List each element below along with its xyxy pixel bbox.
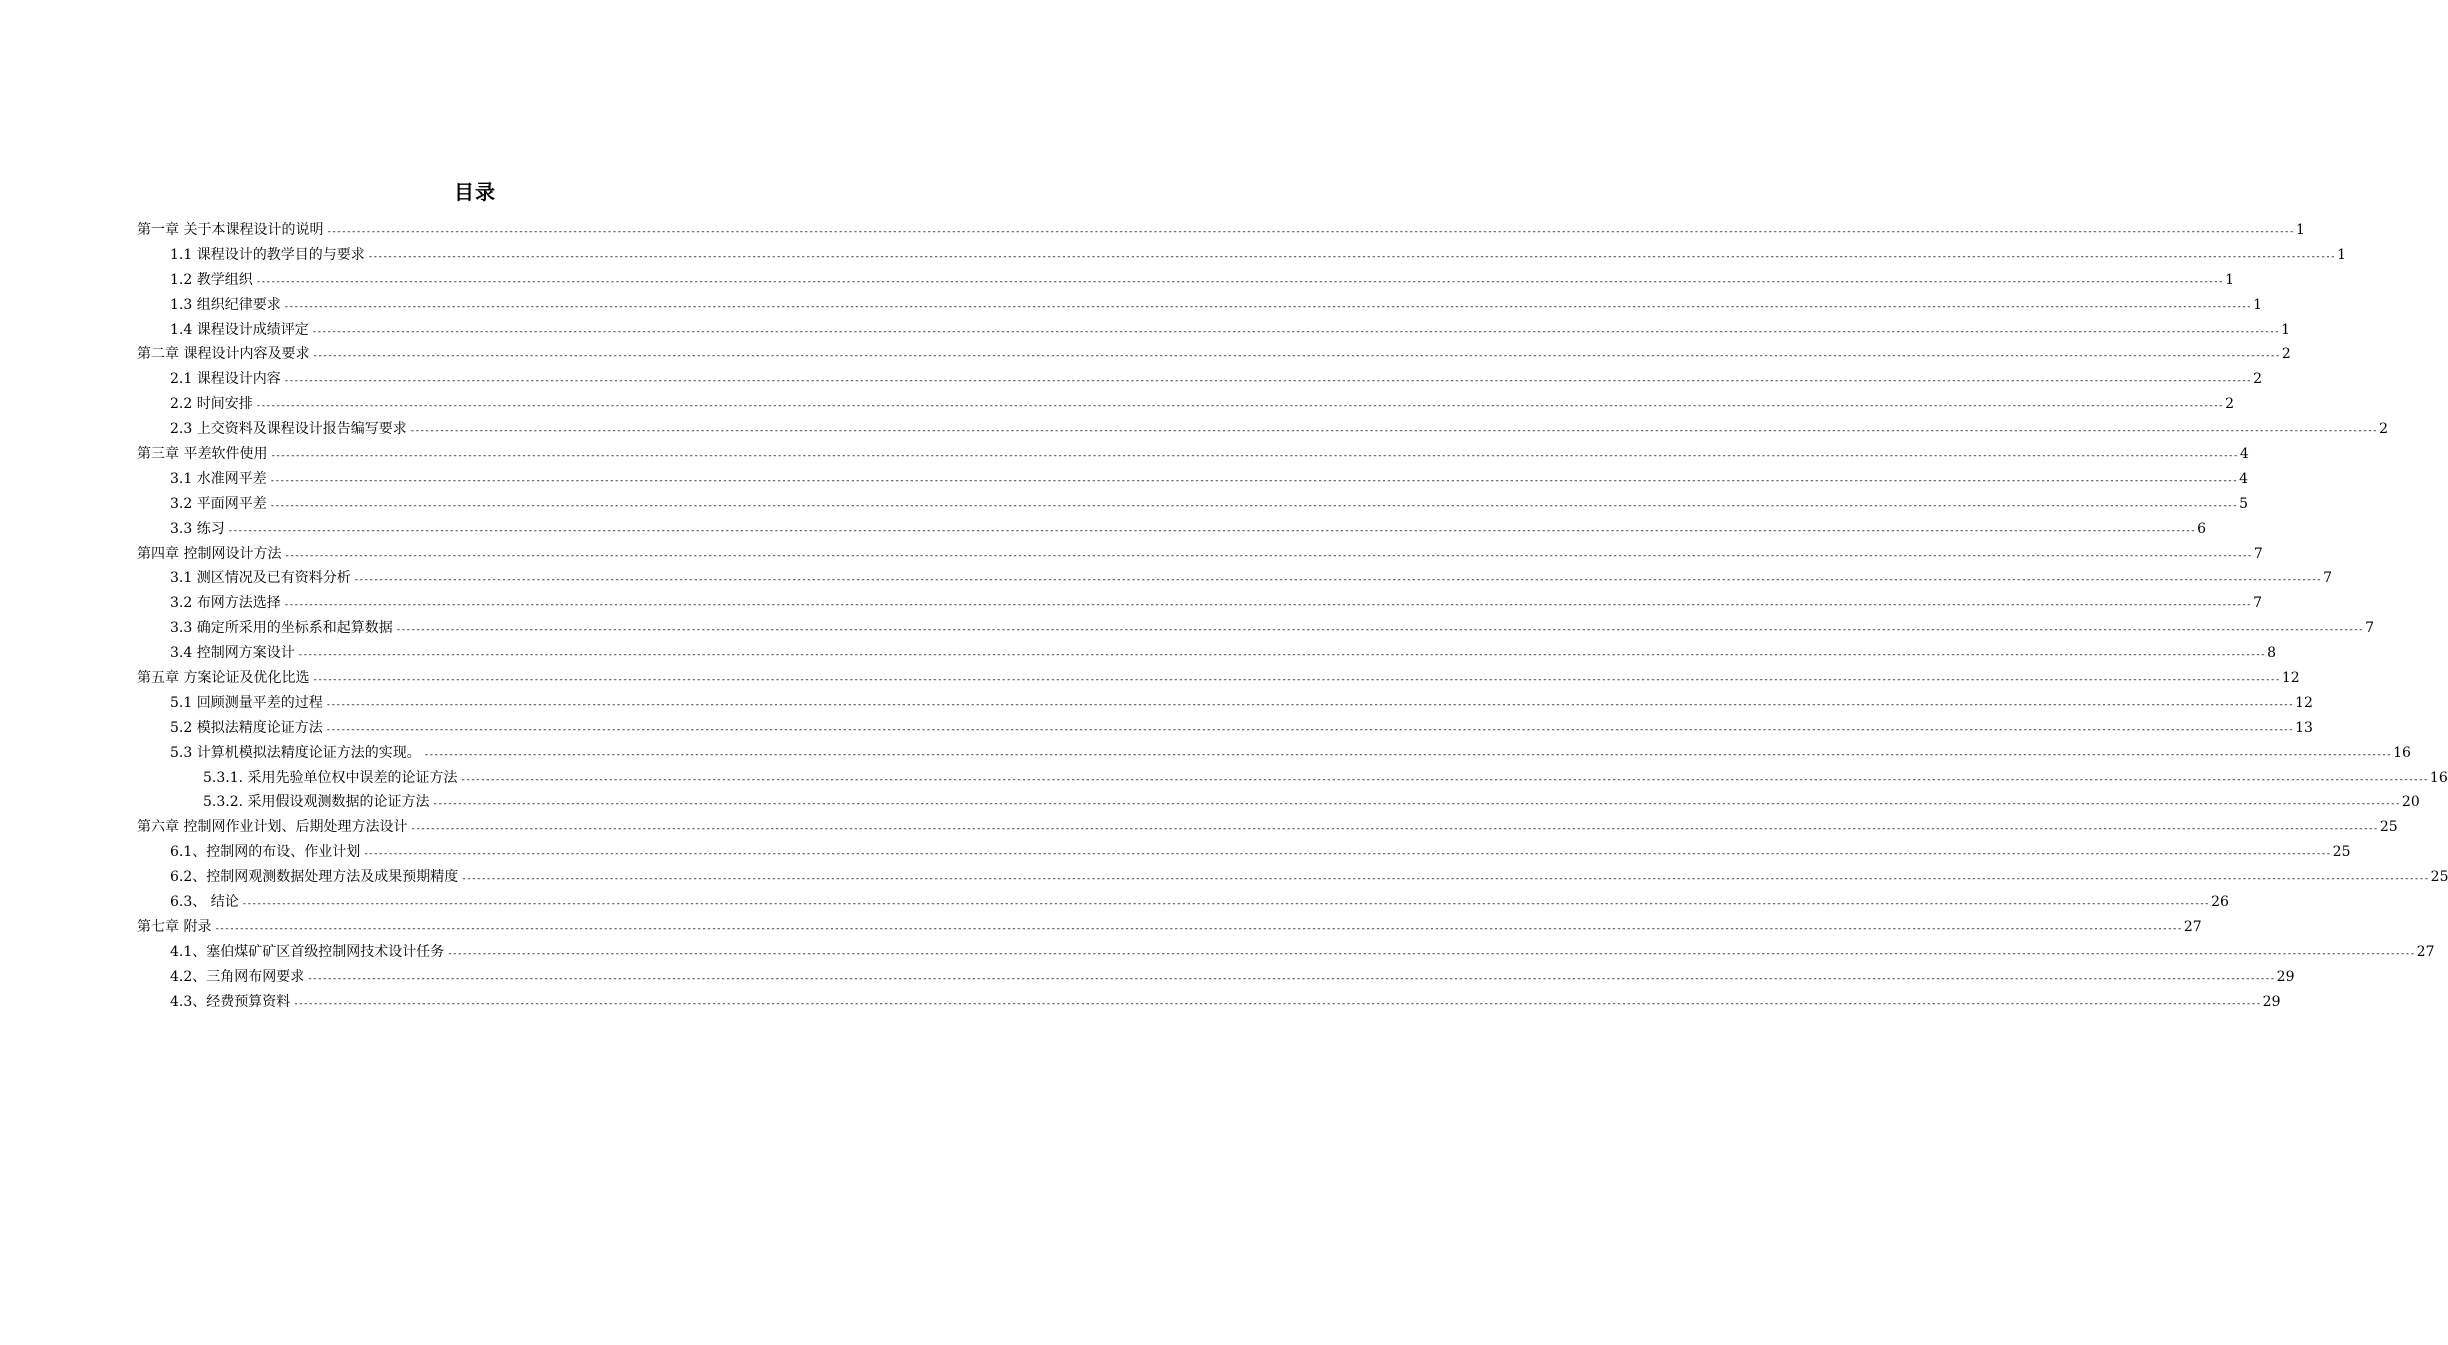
toc-page-number: 29 [2276, 968, 2295, 985]
toc-entry[interactable] [137, 915, 2202, 940]
toc-page-number: 4 [2239, 446, 2249, 463]
toc-entry-text: 第三章 平差软件使用 [137, 446, 268, 463]
toc-dot-leader: ---------------------------------------------------------------------------------------------------------------------------------------------------------------------------------------------------------------------------------------------------------------------------------------------------------------------------------------------------------------------------------------------------------------- [283, 376, 2252, 387]
toc-entry[interactable] [137, 840, 2351, 865]
table-of-contents [137, 218, 2448, 1015]
toc-entry-text: 6.1、控制网的布设、作业计划 [170, 844, 361, 861]
toc-page-number: 1 [2225, 271, 2235, 288]
toc-dot-leader: ---------------------------------------------------------------------------------------------------------------------------------------------------------------------------------------------------------------------------------------------------------------------------------------------------------------------------------------------------------------------------------------------------------------- [269, 475, 2238, 486]
toc-entry-text: 1.1 课程设计的教学目的与要求 [170, 246, 365, 263]
toc-page-number: 2 [2253, 371, 2263, 388]
toc-page-number: 7 [2365, 620, 2375, 637]
toc-entry-text: 第六章 控制网作业计划、后期处理方法设计 [137, 819, 408, 836]
toc-entry[interactable] [137, 318, 2291, 343]
toc-entry-text: 4.1、塞伯煤矿矿区首级控制网技术设计任务 [170, 943, 445, 960]
toc-page-number: 7 [2253, 545, 2263, 562]
toc-page-number: 4 [2239, 470, 2249, 487]
toc-entry[interactable] [137, 815, 2398, 840]
toc-page-number: 1 [2337, 246, 2347, 263]
toc-entry[interactable] [137, 442, 2249, 467]
toc-entry[interactable] [137, 417, 2389, 442]
toc-entry[interactable] [137, 392, 2235, 417]
toc-dot-leader: ---------------------------------------------------------------------------------------------------------------------------------------------------------------------------------------------------------------------------------------------------------------------------------------------------------------------------------------------------------------------------------------------------------------- [432, 799, 2400, 810]
toc-entry-text: 5.1 回顾测量平差的过程 [170, 694, 323, 711]
toc-dot-leader: ---------------------------------------------------------------------------------------------------------------------------------------------------------------------------------------------------------------------------------------------------------------------------------------------------------------------------------------------------------------------------------------------------------------- [293, 998, 2261, 1009]
toc-entry[interactable] [137, 890, 2229, 915]
toc-entry-text: 3.2 平面网平差 [170, 495, 267, 512]
toc-dot-leader: ---------------------------------------------------------------------------------------------------------------------------------------------------------------------------------------------------------------------------------------------------------------------------------------------------------------------------------------------------------------------------------------------------------------- [283, 600, 2252, 611]
toc-dot-leader: ---------------------------------------------------------------------------------------------------------------------------------------------------------------------------------------------------------------------------------------------------------------------------------------------------------------------------------------------------------------------------------------------------------------- [326, 227, 2294, 237]
toc-entry-text: 3.3 练习 [170, 520, 225, 537]
toc-entry[interactable] [137, 766, 2448, 791]
toc-entry-text: 1.3 组织纪律要求 [170, 296, 281, 313]
toc-dot-leader: ---------------------------------------------------------------------------------------------------------------------------------------------------------------------------------------------------------------------------------------------------------------------------------------------------------------------------------------------------------------------------------------------------------------- [312, 675, 2280, 686]
toc-entry[interactable] [137, 566, 2333, 591]
toc-entry[interactable] [137, 790, 2420, 815]
toc-page-number: 25 [2379, 819, 2398, 836]
toc-dot-leader: ---------------------------------------------------------------------------------------------------------------------------------------------------------------------------------------------------------------------------------------------------------------------------------------------------------------------------------------------------------------------------------------------------------------- [325, 699, 2294, 710]
toc-dot-leader: ---------------------------------------------------------------------------------------------------------------------------------------------------------------------------------------------------------------------------------------------------------------------------------------------------------------------------------------------------------------------------------------------------------------- [410, 824, 2378, 835]
toc-dot-leader: ---------------------------------------------------------------------------------------------------------------------------------------------------------------------------------------------------------------------------------------------------------------------------------------------------------------------------------------------------------------------------------------------------------------- [423, 749, 2392, 760]
toc-entry[interactable] [137, 367, 2263, 392]
toc-entry-text: 4.2、三角网布网要求 [170, 968, 305, 985]
toc-page-number: 29 [2262, 993, 2281, 1010]
toc-dot-leader: ---------------------------------------------------------------------------------------------------------------------------------------------------------------------------------------------------------------------------------------------------------------------------------------------------------------------------------------------------------------------------------------------------------------- [409, 426, 2378, 437]
toc-entry-text: 4.3、经费预算资料 [170, 993, 291, 1010]
toc-entry[interactable] [137, 940, 2435, 965]
toc-entry-text: 5.3.1. 采用先验单位权中误差的论证方法 [203, 769, 458, 786]
toc-entry-text: 6.3、 结论 [170, 894, 239, 911]
toc-entry[interactable] [137, 218, 2305, 243]
toc-dot-leader: ---------------------------------------------------------------------------------------------------------------------------------------------------------------------------------------------------------------------------------------------------------------------------------------------------------------------------------------------------------------------------------------------------------------- [325, 724, 2294, 735]
toc-entry[interactable] [137, 990, 2281, 1015]
toc-dot-leader: ---------------------------------------------------------------------------------------------------------------------------------------------------------------------------------------------------------------------------------------------------------------------------------------------------------------------------------------------------------------------------------------------------------------- [255, 276, 2224, 287]
toc-page-number: 7 [2253, 595, 2263, 612]
toc-page-number: 1 [2253, 296, 2263, 313]
toc-entry[interactable] [137, 965, 2295, 990]
toc-entry-text: 5.3.2. 采用假设观测数据的论证方法 [203, 794, 430, 811]
toc-entry[interactable] [137, 865, 2448, 890]
toc-dot-leader: ---------------------------------------------------------------------------------------------------------------------------------------------------------------------------------------------------------------------------------------------------------------------------------------------------------------------------------------------------------------------------------------------------------------- [353, 575, 2322, 586]
toc-entry-text: 3.3 确定所采用的坐标系和起算数据 [170, 620, 393, 637]
toc-dot-leader: ---------------------------------------------------------------------------------------------------------------------------------------------------------------------------------------------------------------------------------------------------------------------------------------------------------------------------------------------------------------------------------------------------------------- [312, 351, 2280, 362]
toc-dot-leader: ---------------------------------------------------------------------------------------------------------------------------------------------------------------------------------------------------------------------------------------------------------------------------------------------------------------------------------------------------------------------------------------------------------------- [241, 899, 2210, 910]
toc-entry[interactable] [137, 741, 2411, 766]
toc-page-number: 27 [2416, 943, 2435, 960]
toc-entry-text: 6.2、控制网观测数据处理方法及成果预期精度 [170, 869, 459, 886]
toc-dot-leader: ---------------------------------------------------------------------------------------------------------------------------------------------------------------------------------------------------------------------------------------------------------------------------------------------------------------------------------------------------------------------------------------------------------------- [311, 326, 2280, 337]
toc-page-number: 5 [2239, 495, 2249, 512]
toc-entry[interactable] [137, 268, 2235, 293]
toc-page-number: 13 [2295, 719, 2313, 736]
toc-dot-leader: ---------------------------------------------------------------------------------------------------------------------------------------------------------------------------------------------------------------------------------------------------------------------------------------------------------------------------------------------------------------------------------------------------------------- [367, 251, 2336, 262]
toc-entry-text: 第二章 课程设计内容及要求 [137, 346, 310, 363]
toc-page-number: 7 [2323, 570, 2333, 587]
toc-entry[interactable] [137, 342, 2291, 367]
toc-page-number: 25 [2430, 869, 2448, 886]
toc-dot-leader: ---------------------------------------------------------------------------------------------------------------------------------------------------------------------------------------------------------------------------------------------------------------------------------------------------------------------------------------------------------------------------------------------------------------- [270, 451, 2238, 462]
toc-entry-text: 3.4 控制网方案设计 [170, 645, 295, 662]
toc-entry[interactable] [137, 641, 2277, 666]
toc-page-number: 12 [2281, 670, 2300, 687]
toc-entry-text: 1.2 教学组织 [170, 271, 253, 288]
toc-page-number: 1 [2295, 222, 2305, 238]
toc-dot-leader: ---------------------------------------------------------------------------------------------------------------------------------------------------------------------------------------------------------------------------------------------------------------------------------------------------------------------------------------------------------------------------------------------------------------- [269, 500, 2238, 511]
toc-dot-leader: ---------------------------------------------------------------------------------------------------------------------------------------------------------------------------------------------------------------------------------------------------------------------------------------------------------------------------------------------------------------------------------------------------------------- [283, 301, 2252, 312]
toc-entry[interactable] [137, 517, 2207, 542]
toc-entry-text: 第一章 关于本课程设计的说明 [137, 222, 324, 238]
toc-dot-leader: ---------------------------------------------------------------------------------------------------------------------------------------------------------------------------------------------------------------------------------------------------------------------------------------------------------------------------------------------------------------------------------------------------------------- [284, 550, 2252, 561]
toc-dot-leader: ---------------------------------------------------------------------------------------------------------------------------------------------------------------------------------------------------------------------------------------------------------------------------------------------------------------------------------------------------------------------------------------------------------------- [460, 774, 2428, 785]
toc-page-number: 16 [2429, 769, 2448, 786]
toc-entry-text: 3.1 测区情况及已有资料分析 [170, 570, 351, 587]
toc-dot-leader: ---------------------------------------------------------------------------------------------------------------------------------------------------------------------------------------------------------------------------------------------------------------------------------------------------------------------------------------------------------------------------------------------------------------- [461, 874, 2429, 885]
toc-entry[interactable] [137, 591, 2263, 616]
toc-entry[interactable] [137, 293, 2263, 318]
toc-entry[interactable] [137, 492, 2249, 517]
toc-page-number: 27 [2183, 918, 2202, 935]
toc-entry[interactable] [137, 542, 2263, 567]
toc-dot-leader: ---------------------------------------------------------------------------------------------------------------------------------------------------------------------------------------------------------------------------------------------------------------------------------------------------------------------------------------------------------------------------------------------------------------- [307, 973, 2275, 984]
toc-entry-text: 第七章 附录 [137, 918, 212, 935]
toc-page-number: 2 [2225, 396, 2235, 413]
toc-entry[interactable] [137, 716, 2313, 741]
toc-entry-text: 第五章 方案论证及优化比选 [137, 670, 310, 687]
toc-entry[interactable] [137, 691, 2313, 716]
toc-entry-text: 3.2 布网方法选择 [170, 595, 281, 612]
toc-title: 目录 [454, 180, 496, 204]
toc-entry-text: 1.4 课程设计成绩评定 [170, 321, 309, 338]
toc-entry-text: 5.3 计算机模拟法精度论证方法的实现。 [170, 744, 421, 761]
toc-entry-text: 2.1 课程设计内容 [170, 371, 281, 388]
toc-entry-text: 3.1 水准网平差 [170, 470, 267, 487]
toc-entry-text: 5.2 模拟法精度论证方法 [170, 719, 323, 736]
toc-page-number: 1 [2281, 321, 2291, 338]
toc-page-number: 2 [2281, 346, 2291, 363]
toc-dot-leader: ---------------------------------------------------------------------------------------------------------------------------------------------------------------------------------------------------------------------------------------------------------------------------------------------------------------------------------------------------------------------------------------------------------------- [297, 650, 2266, 661]
toc-entry[interactable] [137, 467, 2249, 492]
toc-page-number: 12 [2295, 694, 2313, 711]
toc-entry-text: 2.3 上交资料及课程设计报告编写要求 [170, 421, 407, 438]
toc-dot-leader: ---------------------------------------------------------------------------------------------------------------------------------------------------------------------------------------------------------------------------------------------------------------------------------------------------------------------------------------------------------------------------------------------------------------- [227, 525, 2196, 536]
toc-entry[interactable] [137, 666, 2300, 691]
toc-dot-leader: ---------------------------------------------------------------------------------------------------------------------------------------------------------------------------------------------------------------------------------------------------------------------------------------------------------------------------------------------------------------------------------------------------------------- [363, 849, 2331, 860]
toc-dot-leader: ---------------------------------------------------------------------------------------------------------------------------------------------------------------------------------------------------------------------------------------------------------------------------------------------------------------------------------------------------------------------------------------------------------------- [447, 948, 2415, 959]
toc-page-number: 2 [2379, 421, 2389, 438]
toc-entry-text: 第四章 控制网设计方法 [137, 545, 282, 562]
toc-entry-text: 2.2 时间安排 [170, 396, 253, 413]
toc-page-number: 8 [2267, 645, 2277, 662]
toc-page-number: 16 [2393, 744, 2411, 761]
toc-page-number: 20 [2401, 794, 2420, 811]
toc-page-number: 26 [2211, 894, 2229, 911]
toc-entry[interactable] [137, 243, 2347, 268]
toc-entry[interactable] [137, 616, 2375, 641]
toc-dot-leader: ---------------------------------------------------------------------------------------------------------------------------------------------------------------------------------------------------------------------------------------------------------------------------------------------------------------------------------------------------------------------------------------------------------------- [255, 401, 2224, 412]
toc-dot-leader: ---------------------------------------------------------------------------------------------------------------------------------------------------------------------------------------------------------------------------------------------------------------------------------------------------------------------------------------------------------------------------------------------------------------- [395, 625, 2364, 636]
toc-dot-leader: ---------------------------------------------------------------------------------------------------------------------------------------------------------------------------------------------------------------------------------------------------------------------------------------------------------------------------------------------------------------------------------------------------------------- [214, 923, 2182, 934]
toc-page-number: 6 [2197, 520, 2207, 537]
toc-page-number: 25 [2332, 844, 2351, 861]
